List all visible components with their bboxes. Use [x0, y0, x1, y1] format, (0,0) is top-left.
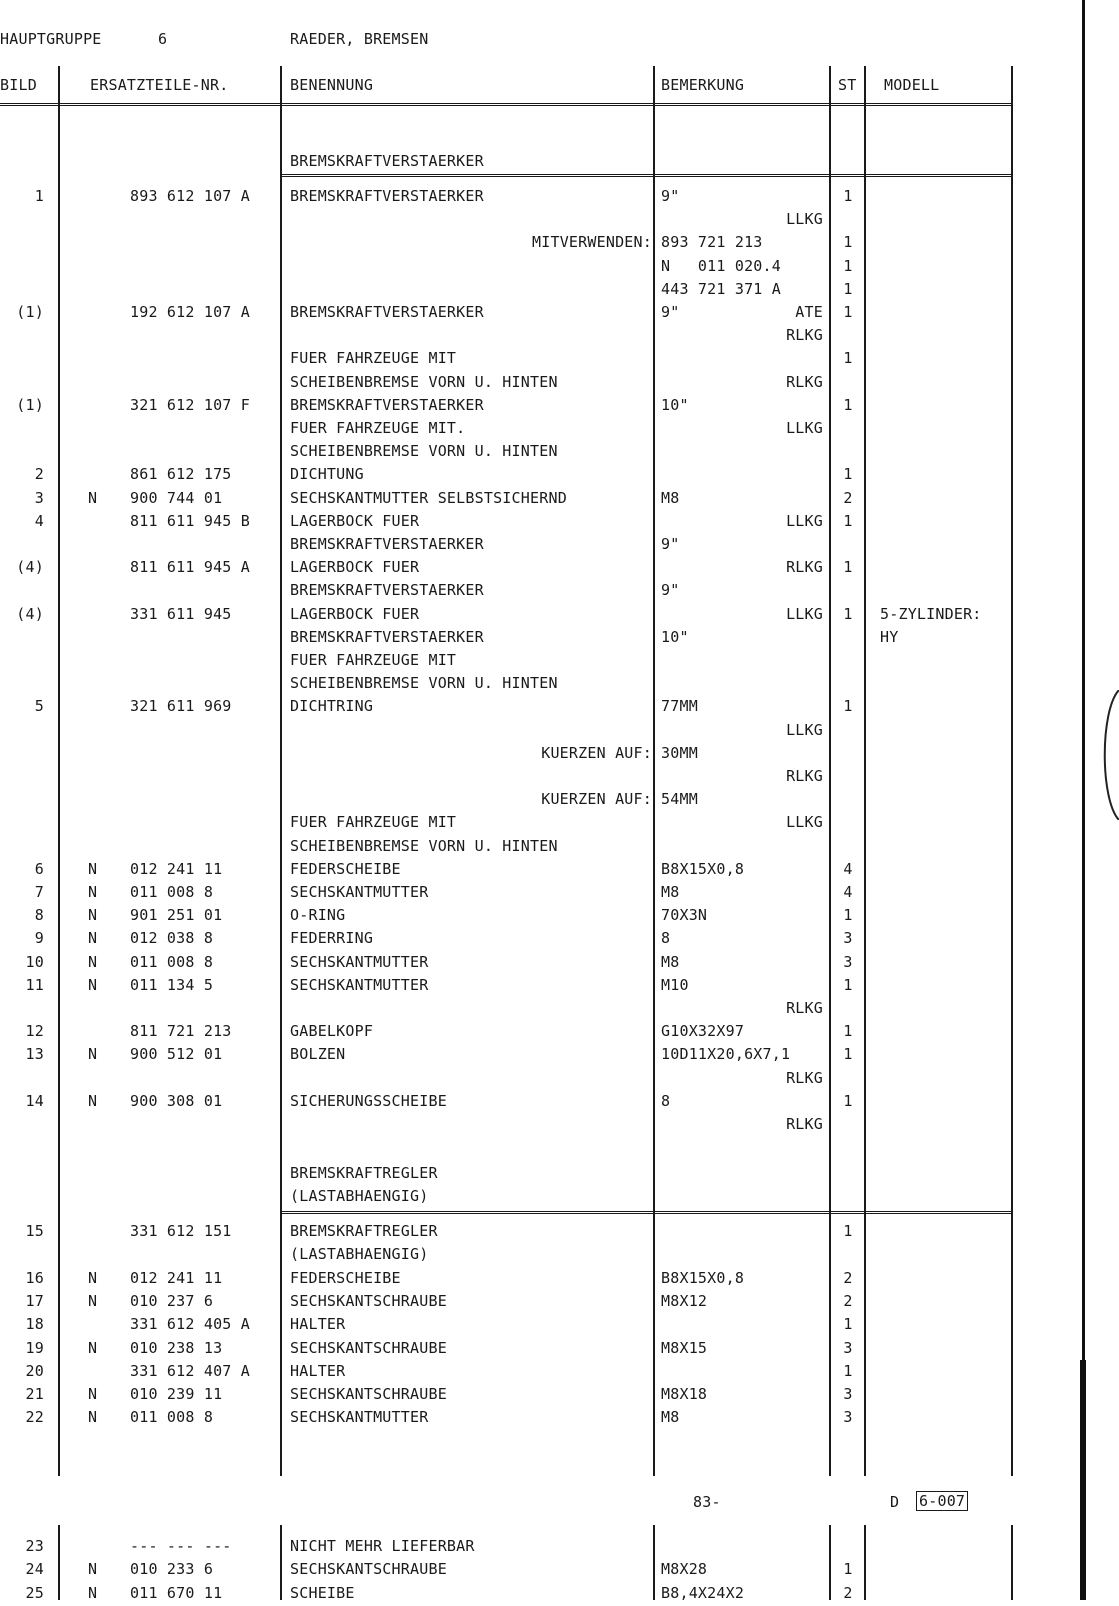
quantity: 3	[843, 1385, 853, 1404]
bild-number: 18	[25, 1315, 44, 1334]
table-row	[0, 535, 1010, 557]
quantity: 2	[843, 1268, 853, 1287]
bild-number: 15	[25, 1222, 44, 1240]
table-row	[0, 953, 1010, 975]
quantity: 1	[843, 1091, 853, 1110]
bild-number: 23	[25, 1537, 44, 1555]
new-marker: N	[88, 1268, 98, 1287]
designation: FUER FAHRZEUGE MIT	[290, 349, 457, 368]
new-marker: N	[88, 1045, 98, 1064]
part-number: --- --- ---	[130, 1537, 232, 1555]
quantity: 2	[843, 1583, 853, 1602]
section-title-bremskraftregler: BREMSKRAFTREGLER	[290, 1164, 438, 1182]
section1-double-rule	[282, 174, 1012, 177]
header-double-rule	[0, 103, 1012, 106]
quantity: 1	[843, 604, 853, 623]
table-row	[0, 837, 1010, 859]
quantity: 1	[843, 349, 853, 368]
part-number: 010 233 6	[130, 1560, 214, 1579]
table-row	[0, 1408, 1010, 1430]
bild-number: 6	[34, 859, 44, 878]
variant: LLKG	[786, 604, 823, 623]
variant: RLKG	[786, 1115, 823, 1133]
col-header-ersatzteil: ERSATZTEILE-NR.	[90, 76, 229, 94]
part-number: 011 134 5	[130, 975, 214, 994]
bild-number: 12	[25, 1022, 44, 1041]
designation: DICHTRING	[290, 697, 374, 716]
variant: RLKG	[786, 999, 823, 1017]
table-row	[0, 187, 1010, 209]
table-row	[0, 1115, 1010, 1137]
variant: ATE	[795, 303, 823, 321]
remark: 9"	[661, 535, 680, 553]
table-row	[0, 1069, 1010, 1091]
part-number: 900 308 01	[130, 1091, 223, 1110]
quantity: 1	[843, 1560, 853, 1579]
hauptgruppe-label: HAUPTGRUPPE	[0, 30, 102, 48]
col-rule-lower-6	[1011, 1525, 1013, 1600]
table-row	[0, 976, 1010, 998]
quantity: 1	[843, 1045, 853, 1064]
designation: HALTER	[290, 1315, 346, 1334]
remark: M8	[661, 488, 680, 507]
variant: LLKG	[786, 210, 823, 229]
remark: 893 721 213	[661, 233, 763, 252]
designation: FUER FAHRZEUGE MIT	[290, 651, 457, 669]
bild-number: 22	[25, 1408, 44, 1427]
variant: LLKG	[786, 511, 823, 530]
table-row	[0, 906, 1010, 928]
table-row	[0, 883, 1010, 905]
quantity: 1	[843, 256, 853, 275]
part-number: 331 612 151	[130, 1222, 232, 1240]
designation: SCHEIBENBREMSE VORN U. HINTEN	[290, 836, 558, 855]
bild-number: 13	[25, 1045, 44, 1064]
table-row	[0, 373, 1010, 395]
part-number: 900 512 01	[130, 1045, 223, 1064]
doc-prefix: D	[890, 1493, 900, 1511]
quantity: 4	[843, 859, 853, 878]
model: 5-ZYLINDER:	[880, 604, 982, 623]
designation: O-RING	[290, 906, 346, 925]
remark: 9"	[661, 187, 680, 205]
table-row	[0, 349, 1010, 371]
new-marker: N	[88, 883, 98, 901]
table-row	[0, 465, 1010, 487]
remark: 9"	[661, 581, 680, 600]
col-rule-6	[1011, 66, 1013, 1476]
bild-number: 24	[25, 1560, 44, 1579]
section-subtitle-lastabhaengig: (LASTABHAENGIG)	[290, 1187, 429, 1205]
table-row	[0, 1537, 1010, 1559]
remark: 54MM	[661, 790, 698, 809]
remark: M8X12	[661, 1291, 708, 1310]
table-row	[0, 512, 1010, 534]
table-row	[0, 605, 1010, 627]
quantity: 1	[843, 697, 853, 716]
binding-edge-shadow	[1080, 1360, 1086, 1600]
bild-number: (4)	[16, 604, 44, 623]
designation: BREMSKRAFTVERSTAERKER	[290, 395, 484, 414]
model: HY	[880, 627, 899, 646]
table-row	[0, 628, 1010, 650]
new-marker: N	[88, 1560, 98, 1579]
designation: NICHT MEHR LIEFERBAR	[290, 1537, 475, 1555]
quantity: 1	[843, 233, 853, 252]
new-marker: N	[88, 1408, 98, 1427]
remark: M8	[661, 952, 680, 971]
new-marker: N	[88, 1583, 98, 1602]
quantity: 1	[843, 303, 853, 321]
bild-number: 1	[34, 187, 44, 205]
remark: 9"	[661, 303, 680, 321]
remark: B8X15X0,8	[661, 1268, 745, 1287]
group-title: RAEDER, BREMSEN	[290, 30, 429, 48]
new-marker: N	[88, 975, 98, 994]
designation: FEDERSCHEIBE	[290, 1268, 401, 1287]
bild-number: 2	[34, 465, 44, 484]
variant: RLKG	[786, 326, 823, 345]
table-row	[0, 1315, 1010, 1337]
table-row	[0, 721, 1010, 743]
instruction: KUERZEN AUF:	[541, 743, 652, 762]
table-row	[0, 233, 1010, 255]
doc-reference: 6-007	[916, 1491, 968, 1511]
bild-number: 4	[34, 511, 44, 530]
part-number: 331 612 405 A	[130, 1315, 250, 1334]
table-row	[0, 489, 1010, 511]
table-row	[0, 303, 1010, 325]
part-number: 861 612 175	[130, 465, 232, 484]
part-number: 901 251 01	[130, 906, 223, 925]
part-number: 893 612 107 A	[130, 187, 250, 205]
quantity: 3	[843, 1408, 853, 1427]
quantity: 2	[843, 1291, 853, 1310]
bild-number: 11	[25, 975, 44, 994]
remark: M8	[661, 1408, 680, 1427]
new-marker: N	[88, 906, 98, 925]
designation: GABELKOPF	[290, 1022, 374, 1041]
designation: BREMSKRAFTREGLER	[290, 1222, 438, 1240]
table-row	[0, 651, 1010, 673]
part-number: 010 238 13	[130, 1338, 223, 1357]
table-row	[0, 419, 1010, 441]
variant: LLKG	[786, 419, 823, 437]
quantity: 1	[843, 1022, 853, 1041]
table-row	[0, 790, 1010, 812]
section-title-bremskraftverstaerker: BREMSKRAFTVERSTAERKER	[290, 152, 484, 170]
new-marker: N	[88, 1091, 98, 1110]
new-marker: N	[88, 488, 98, 507]
designation: SECHSKANTSCHRAUBE	[290, 1291, 447, 1310]
part-number: 011 670 11	[130, 1583, 223, 1602]
quantity: 1	[843, 395, 853, 414]
remark: 77MM	[661, 697, 698, 716]
table-row	[0, 999, 1010, 1021]
part-number: 011 008 8	[130, 1408, 214, 1427]
designation: FUER FAHRZEUGE MIT	[290, 813, 457, 832]
designation: BREMSKRAFTVERSTAERKER	[290, 581, 484, 600]
designation: SECHSKANTSCHRAUBE	[290, 1560, 447, 1579]
quantity: 1	[843, 975, 853, 994]
quantity: 1	[843, 1315, 853, 1334]
part-number: 811 721 213	[130, 1022, 232, 1041]
quantity: 4	[843, 883, 853, 901]
bild-number: 9	[34, 929, 44, 948]
new-marker: N	[88, 1385, 98, 1404]
designation: SECHSKANTSCHRAUBE	[290, 1385, 447, 1404]
quantity: 1	[843, 906, 853, 925]
designation: SECHSKANTMUTTER	[290, 975, 429, 994]
table-row	[0, 558, 1010, 580]
remark: 443 721 371 A	[661, 279, 781, 298]
variant: RLKG	[786, 372, 823, 391]
part-number: 012 241 11	[130, 1268, 223, 1287]
quantity: 1	[843, 1361, 853, 1380]
remark: 8	[661, 929, 671, 948]
designation: SCHEIBENBREMSE VORN U. HINTEN	[290, 674, 558, 693]
designation: FEDERSCHEIBE	[290, 859, 401, 878]
remark: 30MM	[661, 743, 698, 762]
designation: FEDERRING	[290, 929, 374, 948]
bild-number: 16	[25, 1268, 44, 1287]
remark: M8X15	[661, 1338, 708, 1357]
remark: 10"	[661, 395, 689, 414]
new-marker: N	[88, 859, 98, 878]
instruction: KUERZEN AUF:	[541, 790, 652, 809]
section2-double-rule	[282, 1211, 1012, 1214]
new-marker: N	[88, 929, 98, 948]
table-row	[0, 1092, 1010, 1114]
remark: N 011 020.4	[661, 256, 781, 275]
instruction: MITVERWENDEN:	[532, 233, 652, 252]
bild-number: 14	[25, 1091, 44, 1110]
designation: LAGERBOCK FUER	[290, 558, 420, 577]
designation: (LASTABHAENGIG)	[290, 1245, 429, 1264]
remark: M8	[661, 883, 680, 901]
table-row	[0, 1045, 1010, 1067]
bild-number: 20	[25, 1361, 44, 1380]
table-row	[0, 1269, 1010, 1291]
variant: LLKG	[786, 720, 823, 739]
bild-number: (4)	[16, 558, 44, 577]
designation: SCHEIBENBREMSE VORN U. HINTEN	[290, 442, 558, 461]
part-number: 321 611 969	[130, 697, 232, 716]
designation: BREMSKRAFTVERSTAERKER	[290, 627, 484, 646]
table-row	[0, 813, 1010, 835]
remark: 10"	[661, 627, 689, 646]
page-number: 83-	[693, 1493, 721, 1511]
designation: SICHERUNGSSCHEIBE	[290, 1091, 447, 1110]
variant: RLKG	[786, 767, 823, 785]
punch-hole-arc	[1098, 690, 1119, 820]
designation: FUER FAHRZEUGE MIT.	[290, 419, 466, 437]
quantity: 1	[843, 187, 853, 205]
part-number: 331 612 407 A	[130, 1361, 250, 1380]
quantity: 1	[843, 558, 853, 577]
table-row	[0, 210, 1010, 232]
table-row	[0, 442, 1010, 464]
designation: BREMSKRAFTVERSTAERKER	[290, 303, 484, 321]
table-row	[0, 1222, 1010, 1244]
table-row	[0, 1385, 1010, 1407]
designation: SECHSKANTMUTTER	[290, 883, 429, 901]
col-header-st: ST	[838, 76, 857, 94]
table-row	[0, 744, 1010, 766]
designation: SCHEIBE	[290, 1583, 355, 1602]
designation: LAGERBOCK FUER	[290, 511, 420, 530]
designation: SECHSKANTMUTTER	[290, 1408, 429, 1427]
table-row	[0, 1022, 1010, 1044]
designation: LAGERBOCK FUER	[290, 604, 420, 623]
table-row	[0, 1339, 1010, 1361]
table-row	[0, 280, 1010, 302]
remark: 70X3N	[661, 906, 708, 925]
variant: RLKG	[786, 558, 823, 577]
remark: B8X15X0,8	[661, 859, 745, 878]
bild-number: 8	[34, 906, 44, 925]
bild-number: (1)	[16, 395, 44, 414]
bild-number: 21	[25, 1385, 44, 1404]
table-row	[0, 326, 1010, 348]
part-number: 811 611 945 A	[130, 558, 250, 577]
designation: SECHSKANTMUTTER	[290, 952, 429, 971]
designation: BOLZEN	[290, 1045, 346, 1064]
variant: LLKG	[786, 813, 823, 832]
bild-number: 10	[25, 952, 44, 971]
hauptgruppe-number: 6	[158, 30, 168, 48]
part-number: 010 237 6	[130, 1291, 214, 1310]
new-marker: N	[88, 952, 98, 971]
remark: G10X32X97	[661, 1022, 745, 1041]
part-number: 331 611 945	[130, 604, 232, 623]
quantity: 1	[843, 465, 853, 484]
quantity: 1	[843, 279, 853, 298]
part-number: 811 611 945 B	[130, 511, 250, 530]
col-header-bild: BILD	[0, 76, 37, 94]
quantity: 1	[843, 511, 853, 530]
part-number: 011 008 8	[130, 952, 214, 971]
table-row	[0, 697, 1010, 719]
bild-number: 19	[25, 1338, 44, 1357]
bild-number: 5	[34, 697, 44, 716]
bild-number: 25	[25, 1583, 44, 1602]
part-number: 192 612 107 A	[130, 303, 250, 321]
designation: BREMSKRAFTVERSTAERKER	[290, 187, 484, 205]
designation: SECHSKANTSCHRAUBE	[290, 1338, 447, 1357]
table-row	[0, 1560, 1010, 1582]
designation: DICHTUNG	[290, 465, 364, 484]
part-number: 321 612 107 F	[130, 395, 250, 414]
bild-number: 7	[34, 883, 44, 901]
remark: 10D11X20,6X7,1	[661, 1045, 791, 1064]
quantity: 1	[843, 1222, 853, 1240]
table-row	[0, 767, 1010, 789]
part-number: 010 239 11	[130, 1385, 223, 1404]
bild-number: 3	[34, 488, 44, 507]
designation: BREMSKRAFTVERSTAERKER	[290, 535, 484, 553]
table-row	[0, 929, 1010, 951]
remark: M8X28	[661, 1560, 708, 1579]
designation: SCHEIBENBREMSE VORN U. HINTEN	[290, 372, 558, 391]
part-number: 900 744 01	[130, 488, 223, 507]
col-header-modell: MODELL	[884, 76, 940, 94]
part-number: 012 038 8	[130, 929, 214, 948]
remark: M8X18	[661, 1385, 708, 1404]
col-header-benennung: BENENNUNG	[290, 76, 374, 94]
bild-number: (1)	[16, 303, 44, 321]
quantity: 3	[843, 952, 853, 971]
remark: B8,4X24X2	[661, 1583, 745, 1602]
part-number: 011 008 8	[130, 883, 214, 901]
new-marker: N	[88, 1291, 98, 1310]
designation: SECHSKANTMUTTER SELBSTSICHERND	[290, 488, 567, 507]
table-row	[0, 1362, 1010, 1384]
table-row	[0, 860, 1010, 882]
table-row	[0, 674, 1010, 696]
quantity: 3	[843, 1338, 853, 1357]
remark: M10	[661, 975, 689, 994]
table-row	[0, 581, 1010, 603]
col-header-bemerkung: BEMERKUNG	[661, 76, 745, 94]
table-row	[0, 1584, 1010, 1606]
part-number: 012 241 11	[130, 859, 223, 878]
designation: HALTER	[290, 1361, 346, 1380]
bild-number: 17	[25, 1291, 44, 1310]
table-row	[0, 257, 1010, 279]
table-row	[0, 396, 1010, 418]
quantity: 3	[843, 929, 853, 948]
remark: 8	[661, 1091, 671, 1110]
table-row	[0, 1245, 1010, 1267]
quantity: 2	[843, 488, 853, 507]
new-marker: N	[88, 1338, 98, 1357]
variant: RLKG	[786, 1068, 823, 1087]
table-row	[0, 1292, 1010, 1314]
